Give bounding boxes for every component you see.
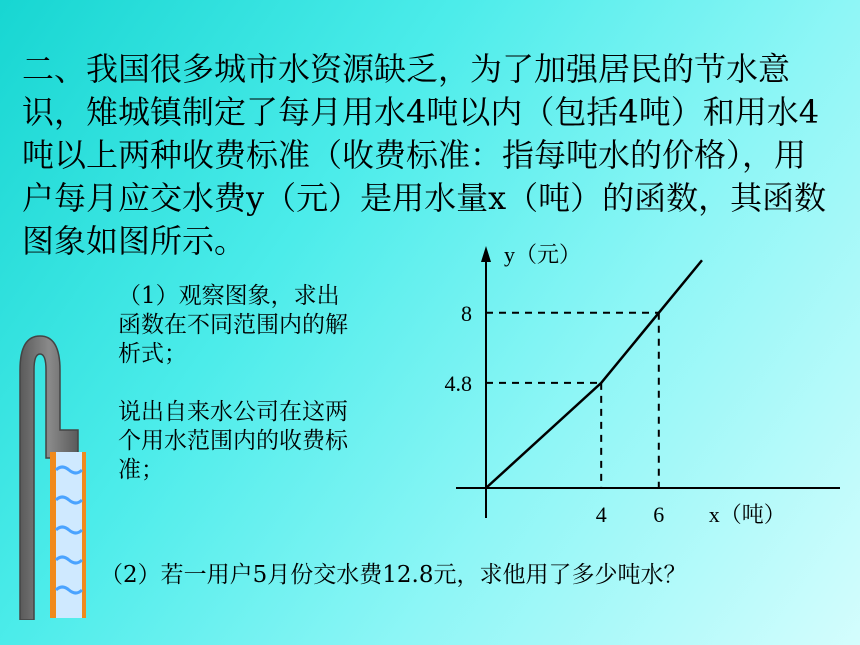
problem-text: 二、我国很多城市水资源缺乏，为了加强居民的节水意识，雉城镇制定了每月用水4吨以内（包括4吨）和用水4吨以上两种收费标准（收费标准：指每吨水的价格），用户每月应交水费y（元）是用水量x（吨）的函数，其函数图象如图所示。 [22,50,827,260]
faucet-icon [18,330,93,620]
function-graph [400,232,840,532]
x-tick-label-1: 6 [653,502,665,527]
y-tick-label-0: 4.8 [444,370,472,396]
y-axis-label: y（元） [504,242,582,267]
y-tick-label-1: 8 [461,300,472,326]
x-axis-label: x（吨） [708,502,786,527]
question-1-part-1: （1）观察图象，求出函数在不同范围内的解析式； [118,283,348,367]
question-2: （2）若一用户5月份交水费12.8元，求他用了多少吨水？ [100,562,687,588]
series-line-0 [486,260,702,488]
x-tick-label-0: 4 [595,502,607,527]
y-axis-arrow [481,246,491,262]
question-1-part-2: 说出自来水公司在这两个用水范围内的收费标准； [118,399,348,483]
